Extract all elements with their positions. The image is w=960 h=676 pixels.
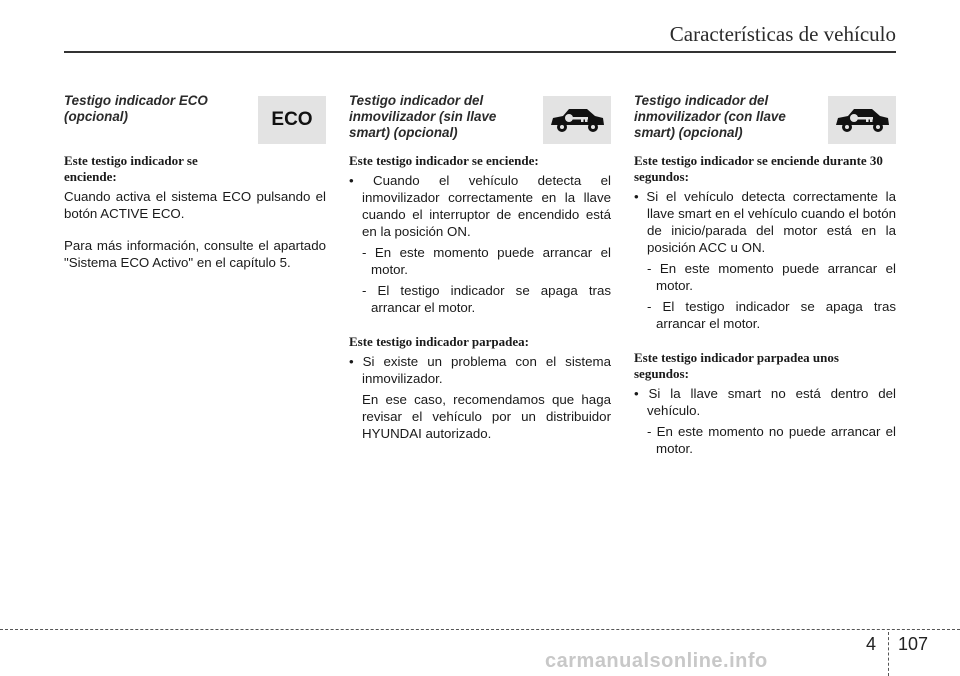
- immo2-bullet-1: • Si el vehículo detecta correctamente la llave smart en el vehículo cuando el botón de inicio/parada del motor está en la posición ACC u ON.: [634, 189, 896, 255]
- immo2-sub-on: Este testigo indicador se enciende durante 30 segundos:: [634, 153, 883, 184]
- car-key-icon-graphic: [832, 103, 892, 137]
- watermark: carmanualsonline.info: [545, 650, 768, 672]
- column-immobilizer-smart: [634, 93, 896, 461]
- immo2-dash-1: - En este momento puede arrancar el motor.: [647, 261, 896, 293]
- eco-icon-label: ECO: [271, 109, 313, 130]
- car-key-icon: [543, 96, 611, 144]
- immo2-dash-2: - El testigo indicador se apaga tras arrancar el motor.: [647, 299, 896, 331]
- chapter-number: 4: [866, 634, 877, 654]
- eco-subheading: Este testigo indicador se enciende:: [64, 153, 198, 184]
- eco-heading-row: [64, 93, 326, 147]
- immo2-sub-blink: Este testigo indicador parpadea unos segundos:: [634, 350, 839, 381]
- page-number: 107: [898, 634, 929, 654]
- immo1-heading-row: [349, 93, 611, 147]
- header-rule: [64, 51, 896, 53]
- page-header-title: Características de vehículo: [669, 22, 896, 46]
- immo1-sub-on: Este testigo indicador se enciende:: [349, 153, 539, 168]
- car-key-icon: [828, 96, 896, 144]
- footer-divider: [888, 632, 889, 676]
- eco-paragraph-1: Cuando activa el sistema ECO pulsando el botón ACTIVE ECO.: [64, 189, 326, 221]
- immo2-dash-3: - En este momento no puede arrancar el motor.: [647, 424, 896, 456]
- immo1-dash-2: - El testigo indicador se apaga tras arrancar el motor.: [362, 283, 611, 315]
- immo1-sub-blink: Este testigo indicador parpadea:: [349, 334, 529, 349]
- eco-indicator-icon: [258, 96, 326, 144]
- eco-heading: Testigo indicador ECO (opcional): [64, 93, 208, 124]
- immo1-heading: Testigo indicador del inmovilizador (sin llave smart) (opcional): [349, 93, 497, 140]
- immo1-bullet-2-cont: En ese caso, recomendamos que haga revisar el vehículo por un distribuidor HYUNDAI autorizado.: [362, 392, 611, 441]
- immo1-bullet-2: • Si existe un problema con el sistema inmovilizador.: [349, 354, 611, 386]
- immo1-dash-1: - En este momento puede arrancar el motor.: [362, 245, 611, 277]
- immo2-heading: Testigo indicador del inmovilizador (con llave smart) (opcional): [634, 93, 786, 140]
- immo2-bullet-2: • Si la llave smart no está dentro del vehículo.: [634, 386, 896, 418]
- immo1-bullet-1: • Cuando el vehículo detecta el inmovilizador correctamente en la llave cuando el interruptor de encendido está en la posición ON.: [349, 173, 611, 239]
- eco-paragraph-2: Para más información, consulte el apartado "Sistema ECO Activo" en el capítulo 5.: [64, 238, 326, 270]
- column-eco: [64, 93, 326, 286]
- footer-rule: [0, 629, 960, 630]
- immo2-heading-row: [634, 93, 896, 147]
- car-key-icon-graphic: [547, 103, 607, 137]
- column-immobilizer-no-smart: [349, 93, 611, 446]
